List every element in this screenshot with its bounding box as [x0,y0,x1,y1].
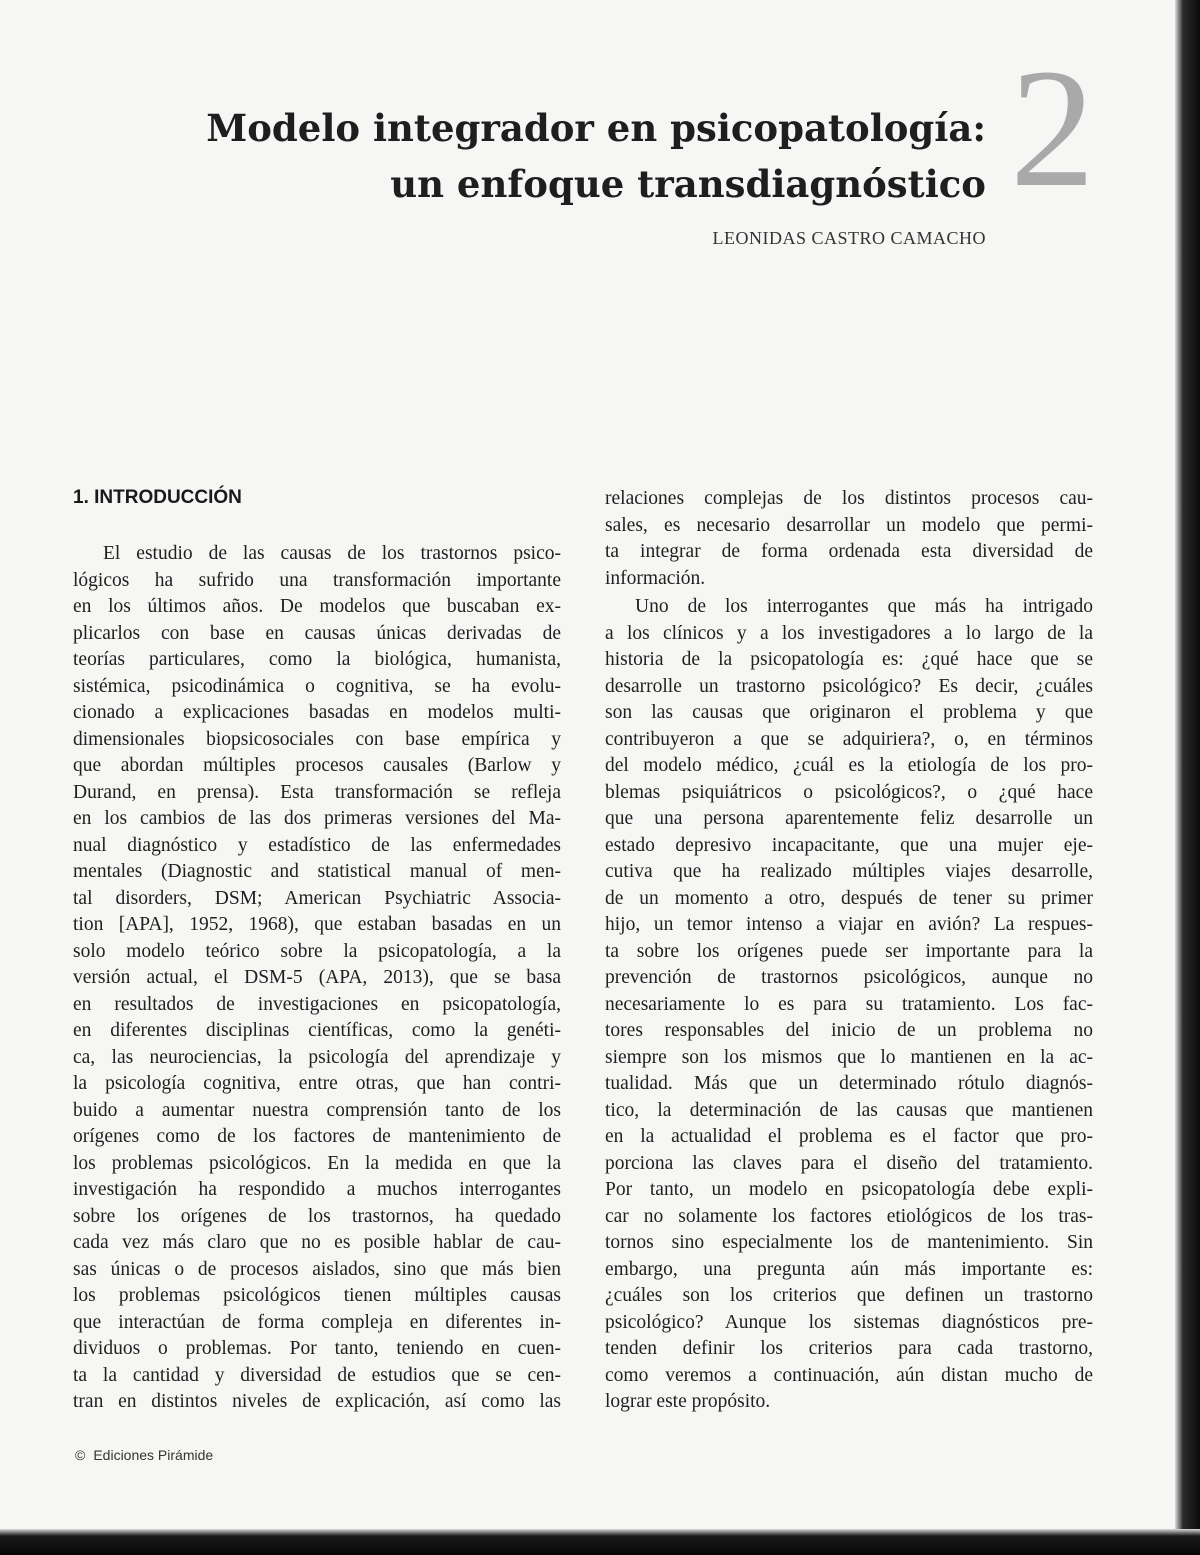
text-line: ta sobre los orígenes puede ser importante para la [605,940,1093,962]
left-column [73,541,561,1416]
text-line: tualidad. Más que un determinado rótulo diagnós- [605,1073,1093,1094]
text-line: como veremos a continuación, aún distan mucho de [605,1364,1093,1386]
text-line: estado depresivo incapacitante, que una mujer eje- [605,834,1093,856]
text-line: tores responsables del inicio de un problema no [605,1020,1093,1041]
text-line: ta la cantidad y diversidad de estudios que se cen- [73,1364,561,1386]
right-column [605,486,1093,1416]
text-line: embargo, una pregunta aún más importante es: [605,1258,1093,1280]
copyright-symbol: © [75,1447,86,1463]
text-line: blemas psiquiátricos o psicológicos?, o ¿qué hace [605,781,1093,803]
text-line: psicológico? Aunque los sistemas diagnósticos pre- [605,1311,1093,1333]
text-line: tornos sino especialmente los de mantenimiento. Sin [605,1232,1093,1253]
text-line: en los cambios de las dos primeras versiones del Ma- [73,808,561,829]
text-line: a los clínicos y a los investigadores a lo largo de la [605,622,1093,644]
text-line: siempre son los mismos que lo mantienen en la ac- [605,1046,1093,1068]
text-line: teorías particulares, como la biológica, humanista, [73,649,561,670]
text-line: sas únicas o de procesos aislados, sino que más bien [73,1258,561,1280]
text-line: en los últimos años. De modelos que buscaban ex- [73,596,561,617]
text-line: información. [605,567,706,589]
text-line: hijo, un temor intenso a viajar en avión? La respues- [605,914,1093,935]
text-line: los problemas psicológicos. En la medida en que la [73,1152,561,1174]
text-line: necesariamente lo es para su tratamiento. Los fac- [605,993,1093,1015]
text-line: ¿cuáles son los criterios que definen un trastorno [605,1285,1093,1306]
text-line: que una persona aparentemente feliz desarrolle un [605,808,1093,829]
text-line: tion [APA], 1952, 1968), que estaban basadas en un [73,914,561,935]
text-line: contribuyeron a que se adquiriera?, o, en términos [605,728,1093,750]
text-line: car no solamente los factores etiológicos de los tras- [605,1205,1093,1227]
text-line: tico, la determinación de las causas que mantienen [605,1099,1093,1121]
text-line: Uno de los interrogantes que más ha intrigado [635,596,1093,617]
text-line: en la actualidad el problema es el factor que pro- [605,1126,1093,1147]
text-line: del modelo médico, ¿cuál es la etiología de los pro- [605,755,1093,776]
chapter-title [150,100,986,212]
text-line: prevención de trastornos psicológicos, aunque no [605,967,1093,988]
text-line: dimensionales biopsicosociales con base empírica y [73,728,561,750]
text-line: buido a aumentar nuestra comprensión tanto de los [73,1099,561,1121]
chapter-title-line-1: Modelo integrador en psicopatología: [206,106,986,150]
text-line: historia de la psicopatología es: ¿qué hace que se [605,649,1093,670]
text-line: Durand, en prensa). Esta transformación se refleja [73,781,561,803]
text-line: tran en distintos niveles de explicación, así como las [73,1391,561,1412]
text-line: lógicos ha sufrido una transformación importante [73,569,561,591]
text-line: dividuos o problemas. Por tanto, teniendo en cuen- [73,1338,561,1359]
section-heading: 1. INTRODUCCIÓN [73,487,242,508]
text-line: de un momento a otro, después de tener su primer [605,887,1093,909]
scan-edge-bottom [0,1529,1200,1555]
chapter-number: 2 [1010,34,1095,222]
text-line: sales, es necesario desarrollar un modelo que permi- [605,514,1093,536]
chapter-author: LEONIDAS CASTRO CAMACHO [712,228,986,248]
text-line: desarrolle un trastorno psicológico? Es decir, ¿cuáles [605,675,1093,697]
text-line: ta integrar de forma ordenada esta diversidad de [605,541,1093,562]
text-line: la psicología cognitiva, entre otras, que han contri- [73,1073,561,1094]
text-line: ca, las neurociencias, la psicología del aprendizaje y [73,1046,561,1068]
text-line: solo modelo teórico sobre la psicopatología, a la [73,940,561,962]
text-line: versión actual, el DSM-5 (APA, 2013), que se basa [73,967,561,988]
text-line: tal disorders, DSM; American Psychiatric Associa- [73,887,561,909]
text-line: tenden definir los criterios para cada trastorno, [605,1338,1093,1359]
text-line: plicarlos con base en causas únicas derivadas de [73,622,561,644]
text-line: cutiva que ha realizado múltiples viajes desarrolle, [605,861,1093,882]
text-line: porciona las claves para el diseño del tratamiento. [605,1152,1093,1174]
page-footer [75,1447,213,1463]
text-line: sistémica, psicodinámica o cognitiva, se ha evolu- [73,675,561,697]
text-line: en diferentes disciplinas científicas, como la genéti- [73,1020,561,1041]
text-line: en resultados de investigaciones en psicopatología, [73,993,561,1015]
text-line: los problemas psicológicos tienen múltiples causas [73,1285,561,1306]
text-line: que abordan múltiples procesos causales (Barlow y [73,755,561,776]
text-line: nual diagnóstico y estadístico de las enfermedades [73,834,561,856]
text-line: cionado a explicaciones basadas en modelos multi- [73,702,561,723]
paragraph [605,594,1093,1416]
text-line: investigación ha respondido a muchos interrogantes [73,1179,561,1200]
text-line: mentales (Diagnostic and statistical manual of men- [73,861,561,882]
publisher-name: Ediciones Pirámide [93,1447,214,1463]
text-line: relaciones complejas de los distintos procesos cau- [605,488,1093,509]
scan-edge-right [1175,0,1200,1555]
text-line: cada vez más claro que no es posible hablar de cau- [73,1232,561,1253]
chapter-title-line-2: un enfoque transdiagnóstico [390,162,986,206]
text-line: orígenes como de los factores de mantenimiento de [73,1126,561,1147]
text-line: son las causas que originaron el problema y que [605,702,1093,723]
text-line: Por tanto, un modelo en psicopatología debe expli- [605,1179,1093,1200]
text-line: El estudio de las causas de los trastornos psico- [103,543,561,564]
paragraph [605,486,1093,592]
text-line: lograr este propósito. [605,1391,771,1412]
text-line: que interactúan de forma compleja en diferentes in- [73,1311,561,1333]
text-line: sobre los orígenes de los trastornos, ha quedado [73,1205,561,1227]
